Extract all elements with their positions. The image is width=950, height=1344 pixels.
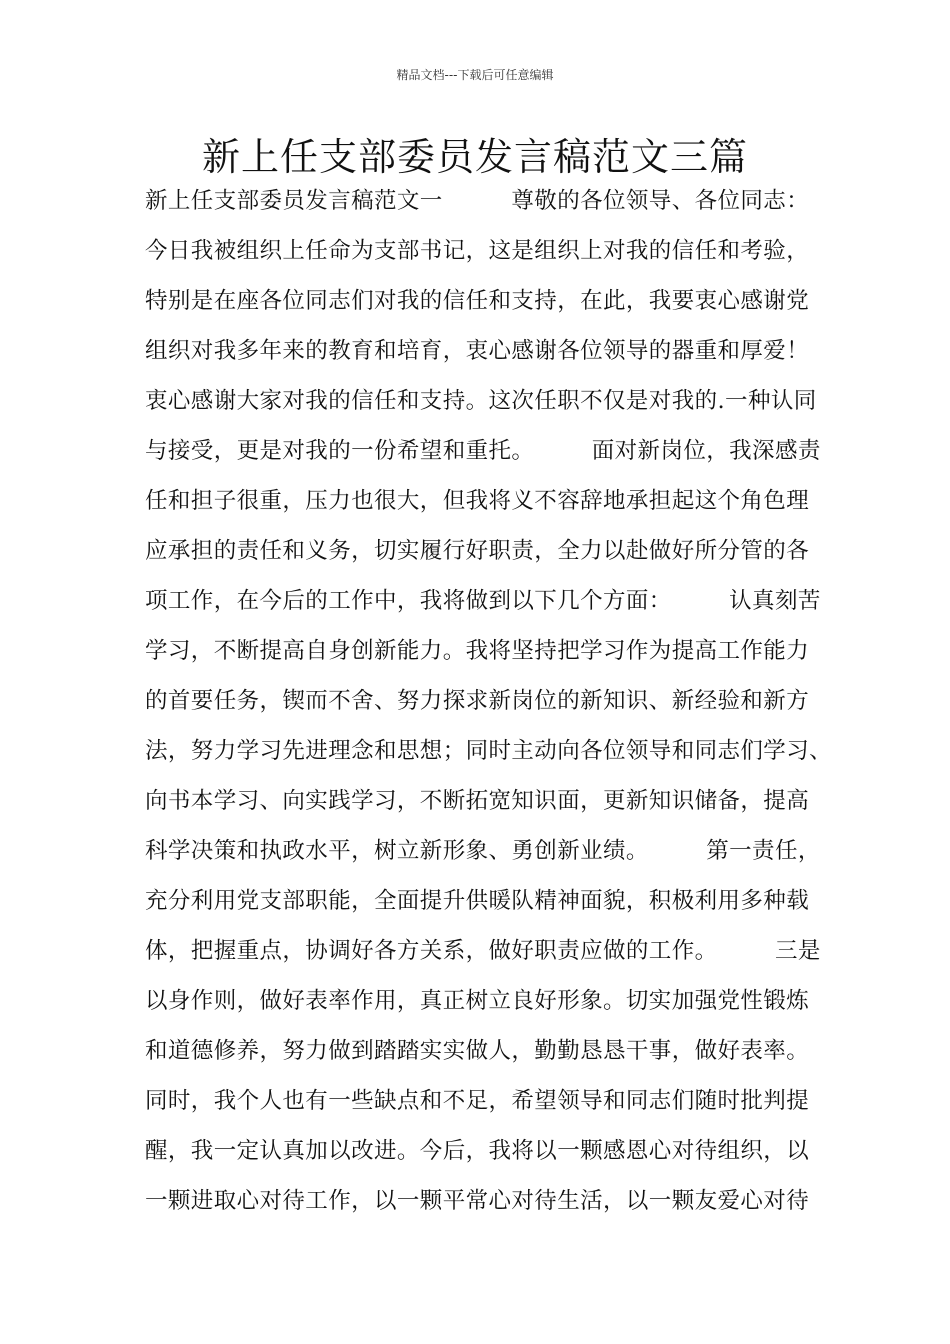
header-note: 精品文档---下载后可任意编辑	[396, 68, 554, 82]
document-title: 新上任支部委员发言稿范文三篇	[201, 135, 748, 179]
body-line: 体，把握重点，协调好各方关系，做好职责应做的工作。 三是	[145, 938, 821, 964]
body-line: 一颗进取心对待工作，以一颗平常心对待生活，以一颗友爱心对待	[145, 1188, 810, 1214]
body-line: 充分利用党支部职能，全面提升供暖队精神面貌，积极利用多种载	[145, 888, 810, 914]
body-line: 项工作，在今后的工作中，我将做到以下几个方面： 认真刻苦	[145, 588, 821, 614]
body-line: 醒，我一定认真加以改进。今后，我将以一颗感恩心对待组织，以	[145, 1138, 810, 1164]
body-text	[145, 176, 835, 1226]
body-line: 衷心感谢大家对我的信任和支持。这次任职不仅是对我的.一种认同	[145, 388, 817, 414]
body-line: 学习，不断提高自身创新能力。我将坚持把学习作为提高工作能力	[145, 638, 810, 664]
body-line: 任和担子很重，压力也很大，但我将义不容辞地承担起这个角色理	[145, 488, 810, 514]
body-line: 以身作则，做好表率作用，真正树立良好形象。切实加强党性锻炼	[145, 988, 810, 1014]
body-line: 特别是在座各位同志们对我的信任和支持，在此，我要衷心感谢党	[145, 288, 810, 314]
body-line: 应承担的责任和义务，切实履行好职责，全力以赴做好所分管的各	[145, 538, 810, 564]
body-line: 同时，我个人也有一些缺点和不足，希望领导和同志们随时批判提	[145, 1088, 810, 1114]
body-line: 与接受，更是对我的一份希望和重托。 面对新岗位，我深感责	[145, 438, 821, 464]
body-line: 今日我被组织上任命为支部书记，这是组织上对我的信任和考验，	[145, 238, 810, 264]
body-line: 的首要任务，锲而不舍、努力探求新岗位的新知识、新经验和新方	[145, 688, 810, 714]
body-line: 新上任支部委员发言稿范文一 尊敬的各位领导、各位同志：	[145, 188, 810, 214]
body-line: 科学决策和执政水平，树立新形象、勇创新业绩。 第一责任，	[145, 838, 821, 864]
body-line: 和道德修养，努力做到踏踏实实做人，勤勤恳恳干事，做好表率。	[145, 1038, 810, 1064]
body-line: 法，努力学习先进理念和思想；同时主动向各位领导和同志们学习、	[145, 738, 833, 764]
body-line: 向书本学习、向实践学习，不断拓宽知识面，更新知识储备，提高	[145, 788, 810, 814]
body-line: 组织对我多年来的教育和培育，衷心感谢各位领导的器重和厚爱！	[145, 338, 810, 364]
